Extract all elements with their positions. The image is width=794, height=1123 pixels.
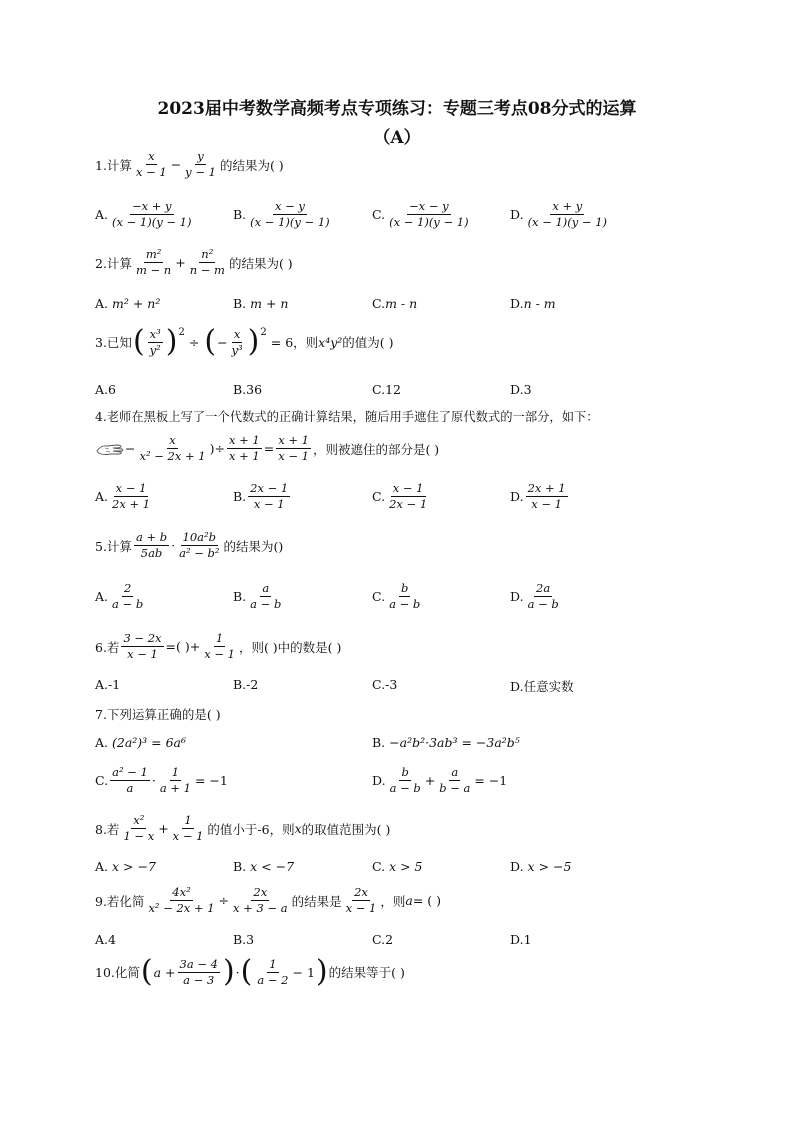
q9-option-a[interactable]: A. 4	[95, 932, 116, 947]
fraction: $\frac{1}{x - 1}$	[172, 813, 204, 843]
fraction: $\frac{2x}{x + 3 - a}$	[233, 885, 288, 915]
q3-option-a[interactable]: A. 6	[95, 382, 116, 397]
q4-option-d[interactable]: D. $\frac{2x + 1}{x - 1}$	[510, 481, 566, 511]
question-6: 6.若 $\frac{3 - 2x}{x - 1}$ =( )+ $\frac{1}{x - 1}$ ，则( )中的数是( )	[95, 631, 342, 661]
fraction: $\frac{\text{4x²}}{\text{x² − 2x + 1}}$	[148, 885, 215, 915]
fraction: $\frac{x + 1}{x + 1}$	[228, 433, 260, 463]
q2-option-b[interactable]: B. m + n	[233, 296, 289, 311]
fraction: $\frac{\text{m²}}{m - n}$	[135, 247, 172, 277]
q7-option-c[interactable]: C. $\frac{\text{a² − 1}}{a}$ · $\frac{1}{a + 1}$ = −1	[95, 765, 228, 795]
fraction: $\frac{\text{x²}}{1 - x}$	[123, 813, 155, 843]
q6-option-a[interactable]: A. -1	[95, 677, 121, 692]
q3-option-d[interactable]: D. 3	[510, 382, 532, 397]
page-subtitle: （A）	[373, 128, 421, 148]
q7-option-d[interactable]: D. $\frac{b}{a - b}$ + $\frac{a}{b - a}$ = −1	[372, 765, 508, 795]
fraction: $\frac{x}{x - 1}$	[135, 149, 167, 179]
question-1: 1.计算 $\frac{x}{x - 1}$ − $\frac{y}{y - 1}$ 的结果为( )	[95, 149, 284, 179]
q1-option-a[interactable]: A. $\frac{-x + y}{(x - 1)(y - 1)}$	[95, 199, 192, 229]
q7-option-a[interactable]: A. (2a²)³ = 6a⁶	[95, 735, 187, 750]
page-title: 2023届中考数学高频考点专项练习：专题三考点08分式的运算	[157, 99, 637, 119]
q6-option-b[interactable]: B. -2	[233, 677, 259, 692]
q9-option-b[interactable]: B. 3	[233, 932, 255, 947]
question-2: 2.计算 $\frac{\text{m²}}{m - n}$ + $\frac{\text{n²}}{n - m}$ 的结果为( )	[95, 247, 293, 277]
fraction: $\frac{3 - 2x}{x - 1}$	[123, 631, 162, 661]
q4-option-a[interactable]: A. $\frac{x - 1}{2x + 1}$	[95, 481, 151, 511]
question-10: 10.化简 ( a + $\frac{3a - 4}{a - 3}$ ) · ( $\frac{1}{a - 2}$ − 1 ) 的结果等于( )	[95, 954, 405, 989]
q8-option-d[interactable]: D. x > −5	[510, 859, 572, 874]
fraction: $\frac{x + 1}{x - 1}$	[278, 433, 309, 463]
q1-option-b[interactable]: B. $\frac{x - y}{(x - 1)(y - 1)}$	[233, 199, 330, 229]
fraction: $\frac{a + b}{5ab}$	[135, 530, 168, 560]
q8-option-c[interactable]: C. x > 5	[372, 859, 423, 874]
q6-option-d[interactable]: D. 任意实数	[510, 678, 574, 694]
q8-option-a[interactable]: A. x > −7	[95, 859, 156, 874]
fraction: $\frac{1}{x - 1}$	[204, 631, 235, 661]
question-4: 4.老师在黑板上写了一个代数式的正确计算结果，随后用手遮住了原代数式的一部分，如下：	[95, 410, 599, 424]
q7-option-b[interactable]: B. −a²b²·3ab³ = −3a²b⁵	[372, 735, 520, 750]
q2-option-a[interactable]: A. m² + n²	[95, 296, 161, 311]
q1-option-d[interactable]: D. $\frac{x + y}{(x - 1)(y - 1)}$	[510, 199, 608, 229]
q5-option-d[interactable]: D. $\frac{2a}{a - b}$	[510, 581, 559, 611]
fraction: $\frac{y}{y - 1}$	[185, 149, 216, 179]
q4-option-b[interactable]: B. $\frac{2x - 1}{x - 1}$	[233, 481, 289, 511]
fraction: $\frac{1}{a - 2}$	[257, 956, 289, 987]
q8-option-b[interactable]: B. x < −7	[233, 859, 295, 874]
q6-option-c[interactable]: C. -3	[372, 677, 398, 692]
fraction: $\frac{3a - 4}{a - 3}$	[179, 956, 218, 987]
question-5: 5.计算 $\frac{a + b}{5ab}$ · $\frac{\text{10a²b}}{\text{a² − b²}}$ 的结果为()	[95, 530, 284, 560]
q5-option-a[interactable]: A. $\frac{2}{a - b}$	[95, 581, 144, 611]
q5-option-b[interactable]: B. $\frac{a}{a - b}$	[233, 581, 282, 611]
fraction: $\frac{\text{10a²b}}{\text{a² − b²}}$	[179, 530, 220, 560]
question-8: 8.若 $\frac{\text{x²}}{1 - x}$ + $\frac{1}{x - 1}$ 的值小于-6，则 x 的取值范围为( )	[95, 813, 391, 843]
fraction: $\frac{\text{n²}}{n - m}$	[189, 247, 225, 277]
q1-option-c[interactable]: C. $\frac{-x - y}{(x - 1)(y - 1)}$	[372, 199, 469, 229]
question-3: 3.已知 ( $\frac{\text{x³}}{\text{y²}}$ ) $^2$ ÷ ( − $\frac{x}{\text{y³}}$ ) $^2$ = 6，则 x⁴y² 的值为( )	[95, 324, 394, 359]
question-4-expression: − $\frac{x}{\text{x² − 2x + 1}}$ )÷ $\frac{x + 1}{x + 1}$ = $\frac{x + 1}{x - 1}$ ，则被遮住的部分是( )	[95, 434, 439, 463]
fraction: $\frac{x}{\text{x² − 2x + 1}}$	[139, 433, 206, 463]
covering-hand-icon	[95, 441, 125, 457]
q5-option-c[interactable]: C. $\frac{b}{a - b}$	[372, 581, 421, 611]
q3-option-c[interactable]: C. 12	[372, 382, 401, 397]
q9-option-c[interactable]: C. 2	[372, 932, 394, 947]
q2-option-c[interactable]: C. m - n	[372, 296, 418, 311]
question-9: 9.若化简 $\frac{\text{4x²}}{\text{x² − 2x + 1}}$ ÷ $\frac{2x}{x + 3 - a}$ 的结果是 $\frac{2x}{x - 1}$ ，则 a = ( )	[95, 885, 442, 915]
fraction: $\frac{x}{\text{y³}}$	[231, 326, 243, 357]
q9-option-d[interactable]: D. 1	[510, 932, 532, 947]
fraction: $\frac{2x}{x - 1}$	[345, 885, 377, 915]
q3-option-b[interactable]: B. 36	[233, 382, 263, 397]
fraction: $\frac{\text{x³}}{\text{y²}}$	[149, 326, 161, 357]
q4-option-c[interactable]: C. $\frac{x - 1}{2x - 1}$	[372, 481, 428, 511]
question-7: 7.下列运算正确的是( )	[95, 707, 221, 722]
q2-option-d[interactable]: D. n - m	[510, 296, 556, 311]
